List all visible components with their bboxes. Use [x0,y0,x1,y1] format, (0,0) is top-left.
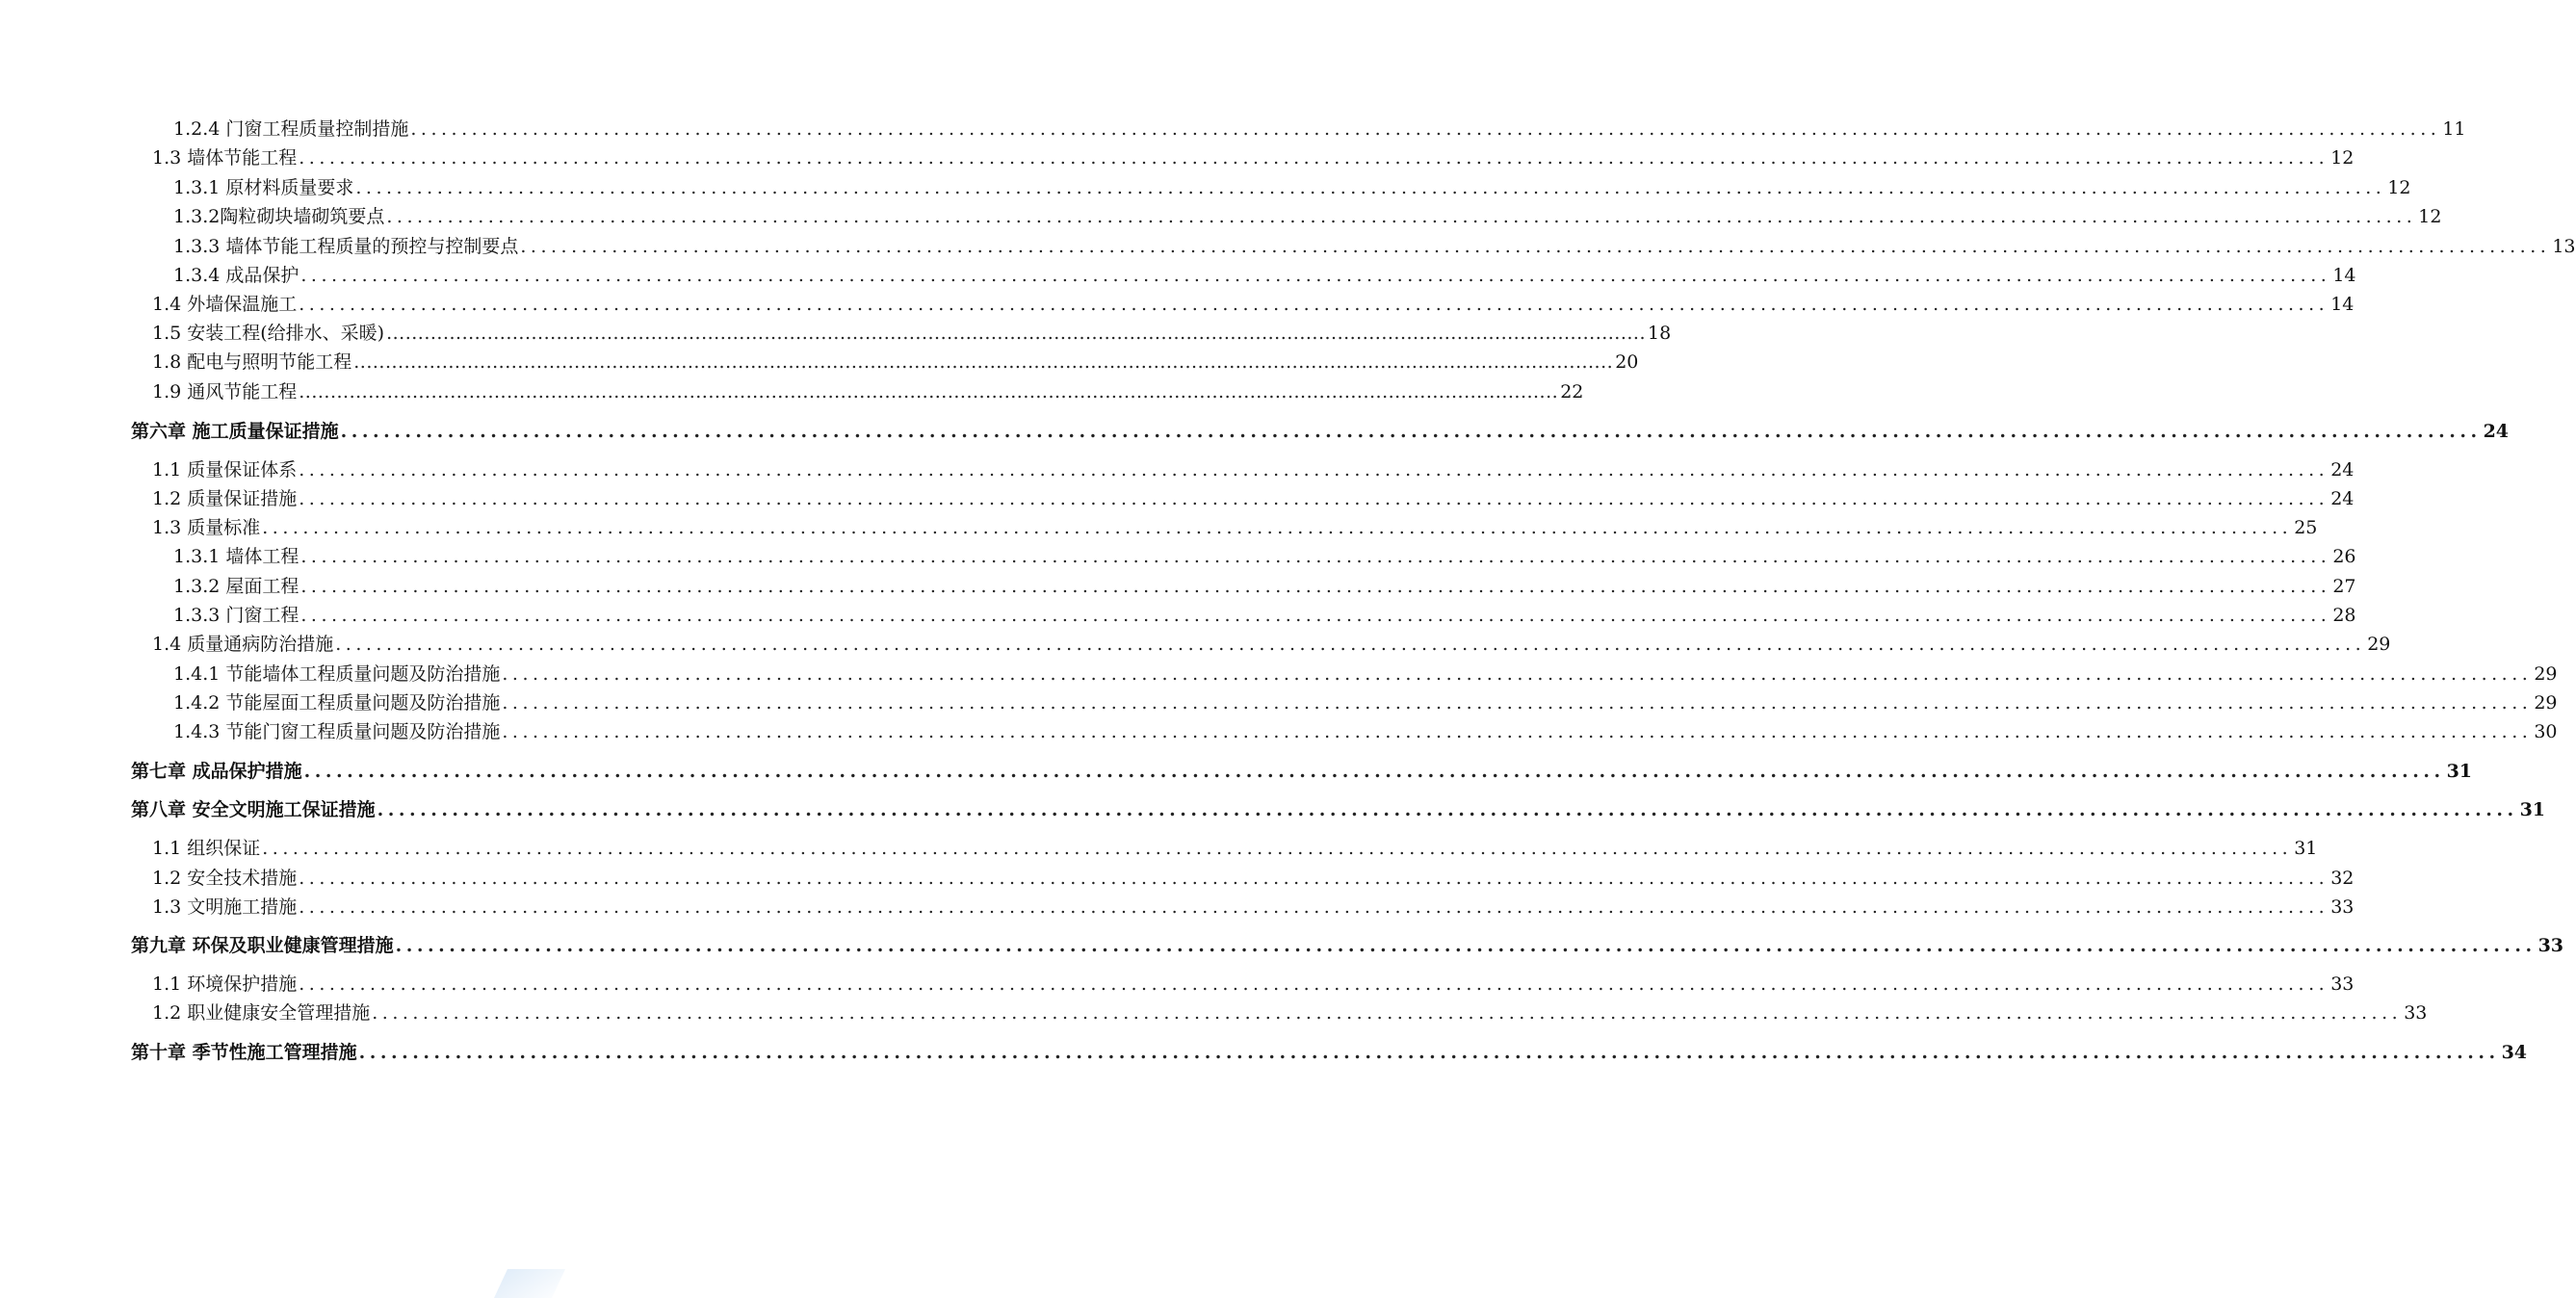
toc-dot-leader: ........................................................................................................................................................................................................ [358,1042,2500,1063]
toc-page-number: 33 [2404,1002,2428,1024]
toc-entry-level2[interactable] [0,861,2355,890]
toc-page-number: 22 [1560,381,1584,402]
toc-entry-level2[interactable] [0,510,2318,539]
toc-page-number: 34 [2501,1042,2528,1063]
toc-page-number: 31 [2294,838,2318,859]
toc-entry-level1[interactable] [0,928,2564,957]
toc-entry-level2[interactable] [0,831,2318,860]
toc-entry-level2[interactable] [0,316,1672,345]
toc-dot-leader: ........................................................................................................................................................................................................ [299,896,2329,918]
toc-entry-label: 1.5 安装工程(给排水、采暖) [152,323,385,344]
toc-dot-leader: ........................................................................................................................................................................................................ [299,459,2329,480]
toc-dot-leader: ........................................................................................................................................................................................................ [372,1002,2403,1024]
toc-page-number: 12 [2330,147,2355,169]
toc-dot-leader: ........................................................................................................................................................................................................ [395,935,2537,956]
toc-page-number: 12 [2387,177,2411,198]
toc-entry-level3[interactable] [0,714,2558,743]
toc-page-number: 29 [2534,663,2558,685]
toc-entry-level2[interactable] [0,287,2355,316]
toc-dot-leader: ........................................................................................................................................................................................................ [300,605,2331,626]
toc-dot-leader: ........................................................................................................................................................................................................ [262,838,2293,859]
toc-entry-level3[interactable] [0,199,2442,228]
toc-entry-level1[interactable] [0,754,2473,783]
toc-entry-label: 1.3.1 原材料质量要求 [173,177,354,198]
toc-entry-level3[interactable] [0,229,2576,258]
toc-dot-leader: ........................................................................................................................................................................................................ [299,868,2329,889]
toc-entry-label: 1.2 安全技术措施 [152,868,298,889]
toc-entry-label: 第七章 成品保护措施 [131,761,302,782]
toc-entry-level1[interactable] [0,414,2510,443]
toc-dot-leader: ........................................................................................................................................................................................................ [299,147,2329,169]
toc-dot-leader: ........................................................................................................................................................................................................ [502,692,2533,714]
toc-page-number: 31 [2446,761,2473,782]
toc-dot-leader: ........................................................................................................................................................................................................ [335,634,2366,655]
toc-page-number: 33 [2330,896,2355,918]
toc-dot-leader: ........................................................................................................................................................................................................ [377,799,2518,820]
toc-entry-level2[interactable] [0,967,2355,996]
toc-entry-level3[interactable] [0,170,2411,199]
toc-entry-label: 1.1 环境保护措施 [152,974,298,995]
toc-dot-leader: ........................................................................................................................................................................................................ [502,663,2533,685]
toc-page-number: 14 [2332,265,2356,286]
toc-page-number: 28 [2332,605,2356,626]
toc-dot-leader: ........................................................................................................................................................................................................ [303,761,2445,782]
toc-dot-leader: ........................................................................................................................................................................................................ [340,421,2482,442]
toc-page-number: 29 [2534,692,2558,714]
toc-page-number: 32 [2330,868,2355,889]
toc-entry-label: 第十章 季节性施工管理措施 [131,1042,357,1063]
toc-entry-label: 1.3.4 成品保护 [173,265,299,286]
toc-entry-level2[interactable] [0,890,2355,919]
toc-dot-leader: ........................................................................................................................................................................................................ [300,576,2331,597]
toc-page-number: 11 [2442,118,2466,140]
toc-entry-level3[interactable] [0,569,2356,598]
toc-dot-leader: ........................................................................................................................................................................................................ [299,488,2329,509]
toc-page-number: 13 [2552,236,2576,257]
toc-dot-leader: ........................................................................................................................................................................................................ [502,721,2533,742]
toc-entry-level3[interactable] [0,686,2558,714]
toc-entry-label: 1.4.3 节能门窗工程质量问题及防治措施 [173,721,501,742]
toc-dot-leader: ........................................................................................................................................................................................................ [520,236,2551,257]
toc-page-number: 30 [2534,721,2558,742]
toc-page-number: 33 [2330,974,2355,995]
toc-page-number: 24 [2330,459,2355,480]
toc-dot-leader: ........................................................................................................................................................................................................ [410,118,2441,140]
toc-page-number: 20 [1615,351,1639,373]
toc-entry-level2[interactable] [0,345,1639,374]
toc-entry-label: 1.4 质量通病防治措施 [152,634,334,655]
toc-page-number: 29 [2367,634,2391,655]
toc-entry-level3[interactable] [0,657,2558,686]
toc-dot-leader: ........................................................................................................................................................................................................ [299,294,2329,315]
toc-entry-label: 1.1 组织保证 [152,838,261,859]
toc-entry-level1[interactable] [0,1035,2528,1064]
toc-entry-label: 第六章 施工质量保证措施 [131,421,339,442]
toc-entry-level2[interactable] [0,627,2391,656]
toc-entry-level3[interactable] [0,112,2466,141]
toc-dot-leader: ........................................................................................................................................................................................................ [353,351,1614,373]
toc-page-number: 27 [2332,576,2356,597]
toc-entry-label: 第九章 环保及职业健康管理措施 [131,935,394,956]
toc-entry-level3[interactable] [0,539,2356,568]
toc-entry-label: 1.3 墙体节能工程 [152,147,298,169]
toc-page-number: 12 [2418,206,2442,227]
toc-entry-label: 1.3.2 屋面工程 [173,576,299,597]
toc-entry-level2[interactable] [0,481,2355,510]
toc-entry-label: 1.1 质量保证体系 [152,459,298,480]
toc-entry-label: 1.2 质量保证措施 [152,488,298,509]
toc-entry-level2[interactable] [0,141,2355,169]
toc-dot-leader: ........................................................................................................................................................................................................ [386,323,1647,344]
toc-entry-level1[interactable] [0,792,2546,821]
toc-entry-label: 1.8 配电与照明节能工程 [152,351,352,373]
toc-dot-leader: ........................................................................................................................................................................................................ [299,381,1559,402]
toc-entry-label: 1.3.3 门窗工程 [173,605,299,626]
toc-entry-label: 1.4.1 节能墙体工程质量问题及防治措施 [173,663,501,685]
toc-page-number: 14 [2330,294,2355,315]
toc-page-number: 33 [2537,935,2564,956]
toc-page-number: 25 [2294,517,2318,538]
toc-dot-leader: ........................................................................................................................................................................................................ [355,177,2386,198]
toc-page-number: 26 [2332,546,2356,567]
toc-entry-label: 1.2.4 门窗工程质量控制措施 [173,118,409,140]
toc-dot-leader: ........................................................................................................................................................................................................ [300,265,2331,286]
toc-dot-leader: ........................................................................................................................................................................................................ [299,974,2329,995]
toc-entry-label: 1.2 职业健康安全管理措施 [152,1002,371,1024]
toc-page-number: 24 [2483,421,2510,442]
toc-entry-label: 1.3.3 墙体节能工程质量的预控与控制要点 [173,236,519,257]
toc-page-number: 24 [2330,488,2355,509]
toc-entry-level2[interactable] [0,996,2428,1025]
toc-dot-leader: ........................................................................................................................................................................................................ [300,546,2331,567]
toc-entry-level3[interactable] [0,258,2356,287]
toc-entry-label: 1.3.2陶粒砌块墙砌筑要点 [173,206,385,227]
toc-entry-label: 1.4.2 节能屋面工程质量问题及防治措施 [173,692,501,714]
toc-dot-leader: ........................................................................................................................................................................................................ [386,206,2417,227]
toc-entry-label: 1.4 外墙保温施工 [152,294,298,315]
toc-page-number: 18 [1648,323,1672,344]
toc-entry-label: 1.3 质量标准 [152,517,261,538]
toc-entry-level2[interactable] [0,375,1584,403]
toc-page-number: 31 [2519,799,2546,820]
toc-entry-label: 1.3 文明施工措施 [152,896,298,918]
toc-entry-level3[interactable] [0,598,2356,627]
toc-entry-level2[interactable] [0,453,2355,481]
toc-entry-label: 1.3.1 墙体工程 [173,546,299,567]
toc-entry-label: 1.9 通风节能工程 [152,381,298,402]
toc-entry-label: 第八章 安全文明施工保证措施 [131,799,376,820]
toc-dot-leader: ........................................................................................................................................................................................................ [262,517,2293,538]
